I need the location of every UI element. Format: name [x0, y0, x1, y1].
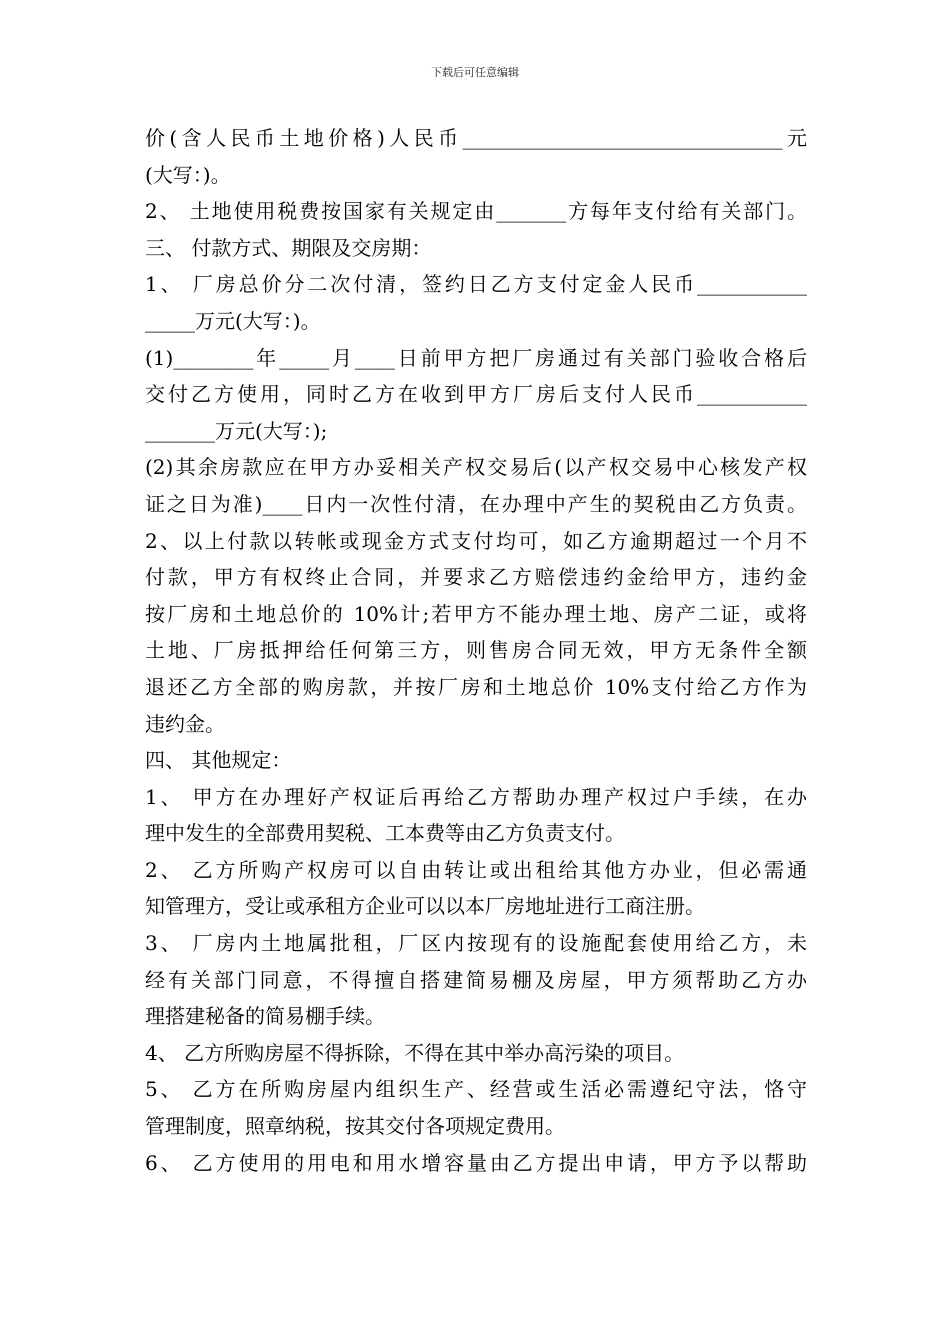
text-line: 5、 乙方在所购房屋内组织生产、经营或生活必需遵纪守法，恪守 — [145, 1077, 807, 1102]
text-line: _____万元(大写：)。 — [145, 308, 321, 333]
text-line: 6、 乙方使用的用电和用水增容量由乙方提出申请，甲方予以帮助 — [145, 1150, 807, 1175]
text-line: 理搭建秘备的简易棚手续。 — [145, 1004, 385, 1029]
document-body — [145, 120, 807, 1181]
text-line: 理中发生的全部费用契税、工本费等由乙方负责支付。 — [145, 821, 625, 846]
text-line: 3、 厂房内土地属批租，厂区内按现有的设施配套使用给乙方，未 — [145, 931, 807, 956]
text-line: 管理制度，照章纳税，按其交付各项规定费用。 — [145, 1114, 565, 1139]
text-line: 2、 乙方所购产权房可以自由转让或出租给其他方办业，但必需通 — [145, 857, 807, 882]
text-line: 三、 付款方式、期限及交房期： — [145, 235, 432, 260]
text-line: 付款，甲方有权终止合同，并要求乙方赔偿违约金给甲方，违约金 — [145, 565, 807, 590]
text-line: (大写：)。 — [145, 162, 231, 187]
text-line: 四、 其他规定： — [145, 748, 292, 773]
text-line: 1、 甲方在办理好产权证后再给乙方帮助办理产权过户手续，在办 — [145, 784, 807, 809]
text-line: 证之日为准)____日内一次性付清，在办理中产生的契税由乙方负责。 — [145, 491, 807, 516]
text-line: 2、以上付款以转帐或现金方式支付均可，如乙方逾期超过一个月不 — [145, 528, 807, 553]
text-line: 价(含人民币土地价格)人民币________________________________元 — [145, 126, 807, 150]
text-line: 知管理方，受让或承租方企业可以以本厂房地址进行工商注册。 — [145, 894, 705, 919]
text-line: (1)________年_____月____日前甲方把厂房通过有关部门验收合格后 — [145, 345, 807, 370]
text-line: 按厂房和土地总价的 10%计;若甲方不能办理土地、房产二证，或将 — [145, 601, 807, 626]
text-line: 1、 厂房总价分二次付清，签约日乙方支付定金人民币___________ — [145, 272, 807, 297]
text-line: 退还乙方全部的购房款，并按厂房和土地总价 10%支付给乙方作为 — [145, 674, 807, 699]
text-line: 土地、厂房抵押给任何第三方，则售房合同无效，甲方无条件全额 — [145, 638, 807, 663]
page-header: 下载后可任意编辑 — [431, 66, 519, 79]
text-line: _______万元(大写：); — [145, 418, 328, 443]
text-line: 违约金。 — [145, 711, 225, 736]
text-line: 4、 乙方所购房屋不得拆除，不得在其中举办高污染的项目。 — [145, 1040, 685, 1065]
text-line: 2、 土地使用税费按国家有关规定由_______方每年支付给有关部门。 — [145, 199, 807, 224]
text-line: 经有关部门同意，不得擅自搭建简易棚及房屋，甲方须帮助乙方办 — [145, 967, 807, 992]
text-line: (2)其余房款应在甲方办妥相关产权交易后(以产权交易中心核发产权 — [145, 455, 807, 480]
text-line: 交付乙方使用，同时乙方在收到甲方厂房后支付人民币___________ — [145, 382, 807, 407]
